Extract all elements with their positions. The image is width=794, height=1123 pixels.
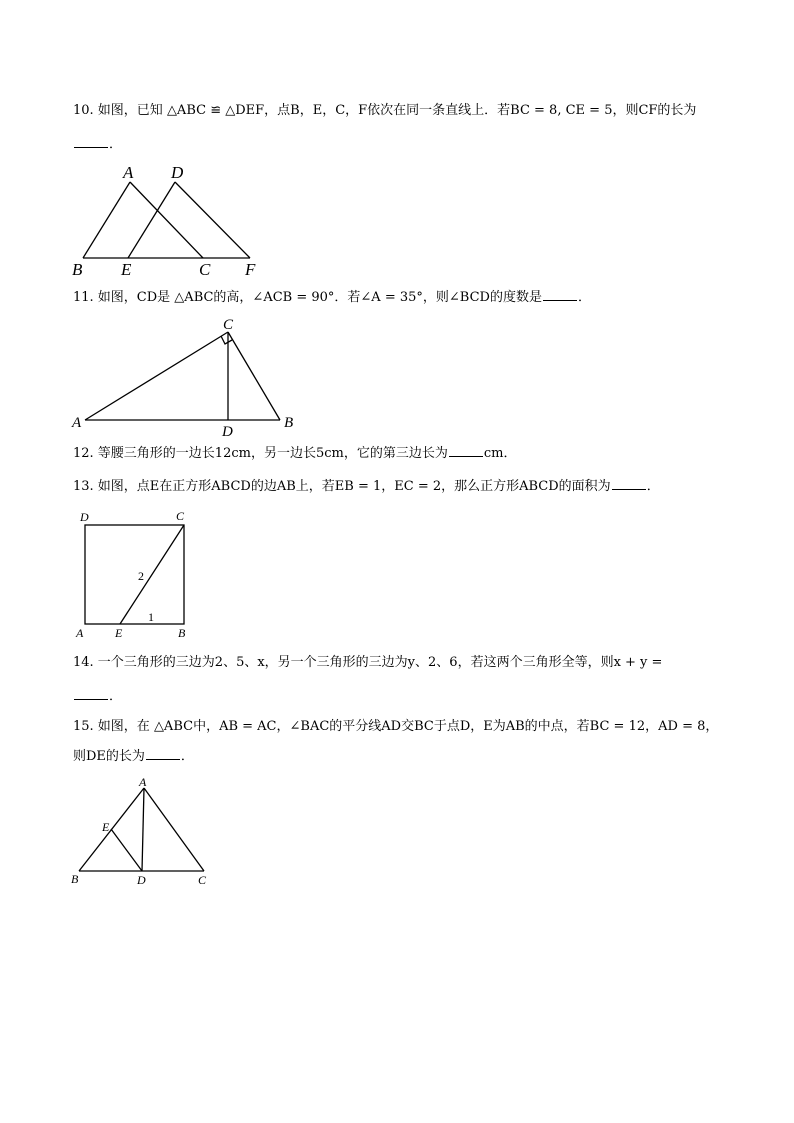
answer-blank[interactable] bbox=[543, 290, 577, 301]
segment-df bbox=[175, 182, 250, 258]
answer-blank[interactable] bbox=[74, 689, 108, 700]
figure-q11 bbox=[70, 312, 310, 442]
label-c: C bbox=[223, 317, 234, 333]
segment-cb bbox=[228, 332, 280, 420]
label-a: A bbox=[139, 775, 147, 789]
answer-blank[interactable] bbox=[612, 479, 646, 490]
answer-blank[interactable] bbox=[74, 137, 108, 148]
figure-q10 bbox=[70, 160, 270, 280]
label-d: D bbox=[171, 163, 184, 182]
segment-ba bbox=[83, 182, 130, 258]
label-f: F bbox=[245, 260, 256, 279]
question-10-answer-line: ． bbox=[73, 136, 122, 154]
label-c: C bbox=[176, 509, 185, 523]
label-b: B bbox=[72, 260, 83, 279]
figure-q15 bbox=[68, 775, 218, 890]
segment-ad bbox=[142, 788, 144, 871]
label-c: C bbox=[199, 260, 211, 279]
question-10-text: 10. 如图，已知 △ABC ≌ △DEF，点B，E，C，F依次在同一条直线上．若BC = 8, CE = 5，则CF的长为 bbox=[73, 103, 697, 118]
label-d: D bbox=[222, 424, 233, 440]
segment-ed bbox=[128, 182, 175, 258]
label-b: B bbox=[178, 626, 186, 640]
question-15-text: 15. 如图，在 △ABC中，AB = AC，∠BAC的平分线AD交BC于点D，E为AB的中点，若BC = 12，AD = 8， bbox=[73, 719, 719, 734]
label-e: E bbox=[102, 820, 110, 834]
question-11-text: 11. 如图，CD是 △ABC的高，∠ACB = 90°．若∠A = 35°，则∠BCD的度数是 ． bbox=[73, 290, 591, 305]
label-d: D bbox=[137, 873, 146, 887]
label-b: B bbox=[284, 415, 294, 431]
answer-blank[interactable] bbox=[449, 446, 483, 457]
label-d: D bbox=[80, 510, 89, 524]
label-e: E bbox=[115, 626, 123, 640]
label-a: A bbox=[72, 415, 82, 431]
question-15-line-2: 则DE的长为 ． bbox=[73, 749, 194, 764]
question-14-text: 14. 一个三角形的三边为2、5、x，另一个三角形的三边为y、2、6，若这两个三角形全等，则x + y = bbox=[73, 655, 663, 670]
segment-ac bbox=[130, 182, 203, 258]
label-a: A bbox=[123, 163, 134, 182]
label-length-ec: 2 bbox=[138, 569, 144, 583]
segment-ed bbox=[111, 829, 142, 871]
answer-blank[interactable] bbox=[146, 749, 180, 760]
label-b: B bbox=[71, 872, 79, 886]
segment-ac bbox=[85, 332, 228, 420]
label-c: C bbox=[198, 873, 207, 887]
figure-q13 bbox=[70, 505, 210, 645]
question-13-text: 13. 如图，点E在正方形ABCD的边AB上，若EB = 1，EC = 2，那么正方形ABCD的面积为 ． bbox=[73, 479, 660, 494]
label-length-eb: 1 bbox=[148, 610, 154, 624]
question-12-text: 12. 等腰三角形的一边长12cm，另一边长5cm，它的第三边长为 cm． bbox=[73, 446, 517, 461]
label-e: E bbox=[121, 260, 132, 279]
square-abcd bbox=[85, 525, 184, 624]
question-14-answer-line: ． bbox=[73, 688, 122, 706]
segment-ac bbox=[144, 788, 204, 871]
label-a: A bbox=[76, 626, 84, 640]
